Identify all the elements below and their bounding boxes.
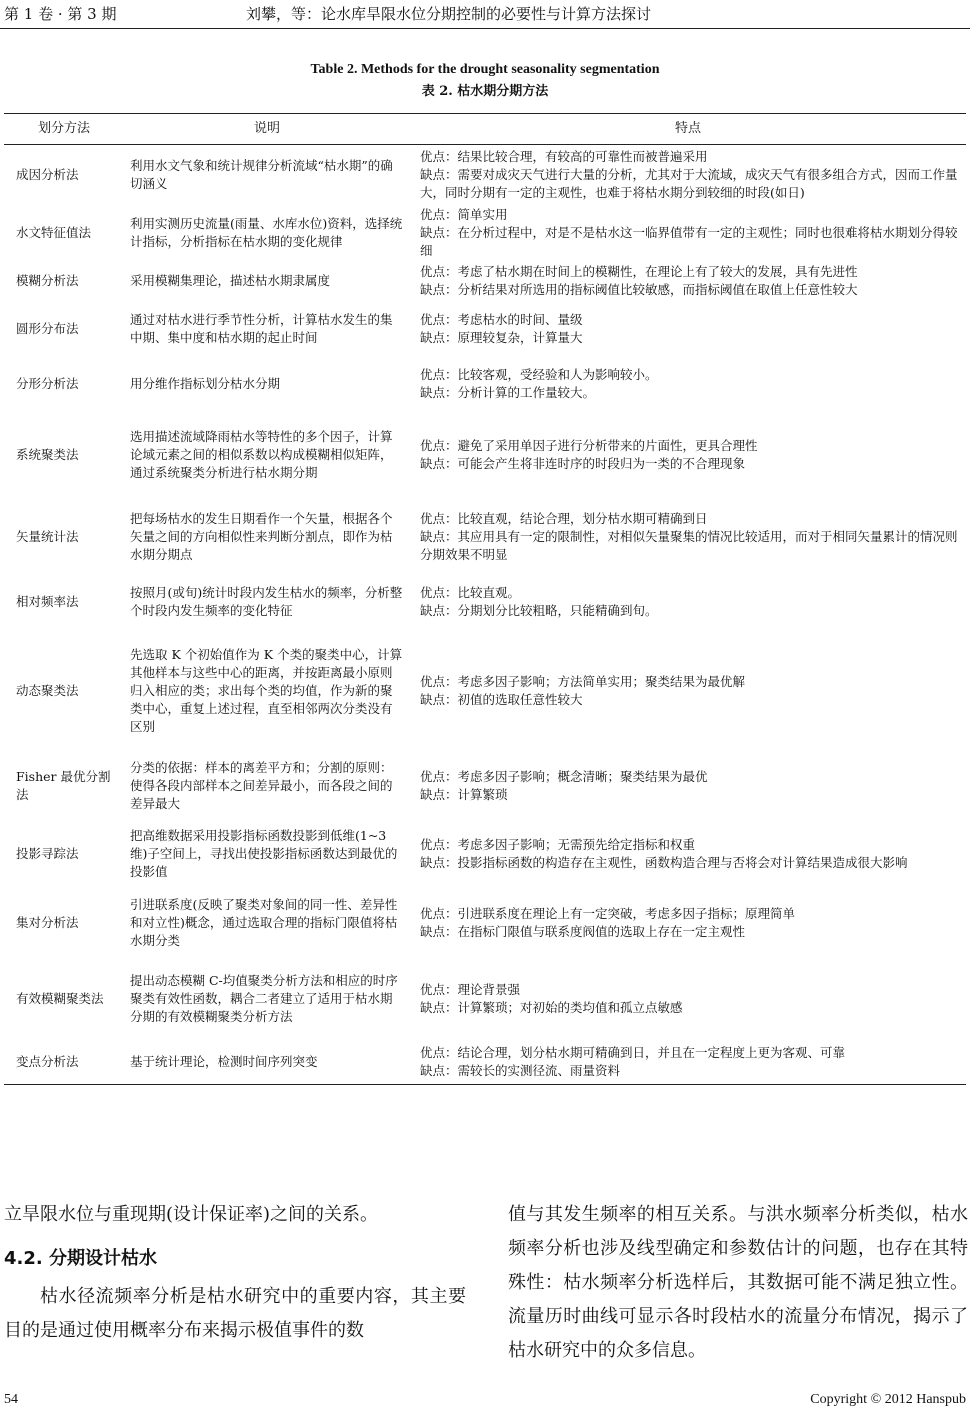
left-column (4, 1198, 466, 1348)
disadvantages-text: 缺点：计算繁琐 (420, 786, 508, 802)
advantages-text: 优点：考虑多因子影响；方法简单实用；聚类结果为最优解 (420, 673, 746, 689)
method-name-cell: 系统聚类法 (16, 446, 79, 462)
method-name-cell: 矢量统计法 (16, 528, 79, 544)
column-header-description: 说明 (124, 114, 410, 145)
advantages-text: 优点：理论背景强 (420, 981, 521, 997)
method-description-cell: 把高维数据采用投影指标函数投影到低维(1~3 维)子空间上，寻找出使投影指标函数达到最优的投影值 (130, 827, 398, 879)
advantages-text: 优点：结果比较合理，有较高的可靠性而被普遍采用 (420, 148, 708, 164)
method-name-cell: 模糊分析法 (16, 272, 79, 288)
advantages-text: 优点：比较直观，结论合理，划分枯水期可精确到日 (420, 510, 708, 526)
table-row (4, 301, 966, 357)
method-features-cell (410, 301, 966, 357)
method-name-cell: 分形分析法 (16, 375, 79, 391)
disadvantages-text: 缺点：可能会产生将非连时序的时段归为一类的不合理现象 (420, 455, 746, 471)
advantages-text: 优点：比较客观，受经验和人为影响较小。 (420, 366, 658, 382)
disadvantages-text: 缺点：在分析过程中，对是不是枯水这一临界值带有一定的主观性；同时也很难将枯水期划分得较细 (420, 224, 958, 258)
method-description-cell: 采用模糊集理论，描述枯水期隶属度 (130, 272, 331, 288)
method-name-cell: 集对分析法 (16, 914, 79, 930)
table-caption-chinese: 表 2. 枯水期分期方法 (421, 84, 549, 99)
table-row (4, 499, 966, 575)
disadvantages-text: 缺点：初值的选取任意性较大 (420, 691, 583, 707)
disadvantages-text: 缺点：分析计算的工作量较大。 (420, 384, 596, 400)
method-features-cell (410, 957, 966, 1041)
table-row (4, 357, 966, 411)
method-description-cell: 利用实测历史流量(雨量、水库水位)资料，选择统计指标，分析指标在枯水期的变化规律 (130, 215, 403, 249)
journal-volume-issue: 第 1 卷 · 第 3 期 (4, 5, 117, 23)
table-row (4, 819, 966, 889)
method-features-cell (410, 753, 966, 819)
table-row (4, 145, 966, 205)
column-header-method: 划分方法 (4, 114, 124, 145)
column-header-features: 特点 (410, 114, 966, 145)
advantages-text: 优点：结论合理，划分枯水期可精确到日，并且在一定程度上更为客观、可靠 (420, 1045, 846, 1061)
right-column (508, 1198, 968, 1368)
table-row (4, 411, 966, 499)
table-row (4, 753, 966, 819)
table-row (4, 575, 966, 629)
method-features-cell (410, 145, 966, 205)
paragraph-continuation: 立旱限水位与重现期(设计保证率)之间的关系。 (4, 1204, 379, 1225)
methods-table (4, 113, 966, 1085)
method-features-cell (410, 889, 966, 957)
method-name-cell: 水文特征值法 (16, 224, 92, 240)
method-description-cell: 分类的依据：样本的离差平方和；分割的原则：使得各段内部样本之间差异最小，而各段之间的差异最大 (130, 759, 393, 811)
disadvantages-text: 缺点：需要对成灾天气进行大量的分析，尤其对于大流域，成灾天气有很多组合方式，因而工作量大，同时分期有一定的主观性，也难于将枯水期分到较细的时段(如日) (420, 166, 958, 200)
method-features-cell (410, 205, 966, 261)
running-title: 刘攀，等：论水库旱限水位分期控制的必要性与计算方法探讨 (246, 5, 652, 23)
method-name-cell: 圆形分布法 (16, 320, 79, 336)
disadvantages-text: 缺点：原理较复杂，计算量大 (420, 329, 583, 345)
method-name-cell: 变点分析法 (4, 1041, 124, 1085)
running-header (0, 0, 970, 29)
method-description-cell: 引进联系度(反映了聚类对象间的同一性、差异性和对立性)概念，通过选取合理的指标门限值将枯水期分类 (130, 896, 398, 948)
method-features-cell (410, 819, 966, 889)
advantages-text: 优点：考虑枯水的时间、量级 (420, 311, 583, 327)
table-row (4, 1041, 966, 1085)
method-description-cell: 选用描述流域降雨枯水等特性的多个因子，计算论域元素之间的相似系数以构成模糊相似矩阵，通过系统聚类分析进行枯水期分期 (130, 428, 393, 480)
method-description-cell: 把每场枯水的发生日期看作一个矢量，根据各个矢量之间的方向相似性来判断分割点，即作为枯水期分期点 (130, 510, 393, 562)
method-features-cell (410, 629, 966, 753)
section-heading: 4.2. 分期设计枯水 (4, 1248, 157, 1269)
table-row (4, 261, 966, 301)
method-features-cell (410, 261, 966, 301)
method-features-cell (410, 1041, 966, 1085)
method-description-cell: 利用水文气象和统计规律分析流域“枯水期”的确切涵义 (130, 157, 393, 191)
disadvantages-text: 缺点：其应用具有一定的限制性，对相似矢量聚集的情况比较适用，而对于相同矢量累计的情况则分期效果不明显 (420, 528, 958, 562)
copyright-notice: Copyright © 2012 Hanspub (810, 1392, 966, 1407)
disadvantages-text: 缺点：计算繁琐；对初始的类均值和孤立点敏感 (420, 999, 683, 1015)
advantages-text: 优点：考虑了枯水期在时间上的模糊性，在理论上有了较大的发展，具有先进性 (420, 263, 858, 279)
method-features-cell (410, 575, 966, 629)
table-row (4, 889, 966, 957)
advantages-text: 优点：避免了采用单因子进行分析带来的片面性，更具合理性 (420, 437, 758, 453)
method-description-cell: 先选取 K 个初始值作为 K 个类的聚类中心，计算其他样本与这些中心的距离，并按距离最小原则归入相应的类；求出每个类的均值，作为新的聚类中心，重复上述过程，直至相邻两次分类没有区别 (130, 646, 403, 734)
table-row (4, 629, 966, 753)
method-features-cell (410, 411, 966, 499)
advantages-text: 优点：简单实用 (420, 206, 508, 222)
advantages-text: 优点：引进联系度在理论上有一定突破，考虑多因子指标；原理简单 (420, 905, 796, 921)
method-description-cell: 按照月(或旬)统计时段内发生枯水的频率，分析整个时段内发生频率的变化特征 (130, 584, 403, 618)
method-name-cell: 相对频率法 (16, 593, 79, 609)
method-name-cell: Fisher 最优分割法 (16, 768, 111, 802)
method-description-cell: 用分维作指标划分枯水分期 (130, 375, 281, 391)
disadvantages-text: 缺点：在指标门限值与联系度阀值的选取上存在一定主观性 (420, 923, 746, 939)
table-row (4, 205, 966, 261)
method-description-cell: 提出动态模糊 C-均值聚类分析方法和相应的时序聚类有效性函数，耦合二者建立了适用于枯水期分期的有效模糊聚类分析方法 (130, 972, 398, 1024)
disadvantages-text: 缺点：投影指标函数的构造存在主观性，函数构造合理与否将会对计算结果造成很大影响 (420, 854, 908, 870)
method-description-cell: 基于统计理论，检测时间序列突变 (124, 1041, 410, 1085)
table-header-row (4, 114, 966, 145)
table-caption-english: Table 2. Methods for the drought seasonality segmentation (310, 62, 660, 77)
disadvantages-text: 缺点：需较长的实测径流、雨量资料 (420, 1063, 621, 1079)
advantages-text: 优点：考虑多因子影响；无需预先给定指标和权重 (420, 836, 696, 852)
method-name-cell: 动态聚类法 (16, 682, 79, 698)
table-body (4, 145, 966, 1085)
method-name-cell: 投影寻踪法 (16, 845, 79, 861)
method-name-cell: 有效模糊聚类法 (16, 990, 104, 1006)
method-features-cell (410, 499, 966, 575)
disadvantages-text: 缺点：分期划分比较粗略，只能精确到旬。 (420, 602, 658, 618)
advantages-text: 优点：比较直观。 (420, 584, 521, 600)
method-name-cell: 成因分析法 (16, 166, 79, 182)
page-number: 54 (4, 1392, 18, 1407)
disadvantages-text: 缺点：分析结果对所选用的指标阈值比较敏感，而指标阈值在取值上任意性较大 (420, 281, 858, 297)
advantages-text: 优点：考虑多因子影响；概念清晰；聚类结果为最优 (420, 768, 708, 784)
method-features-cell (410, 357, 966, 411)
paragraph-continuation: 值与其发生频率的相互关系。与洪水频率分析类似，枯水频率分析也涉及线型确定和参数估计的问题，也存在其特殊性：枯水频率分析选样后，其数据可能不满足独立性。流量历时曲线可显示各时段枯水的流量分布情况，揭示了枯水研究中的众多信息。 (508, 1204, 968, 1361)
table-row (4, 957, 966, 1041)
paragraph: 枯水径流频率分析是枯水研究中的重要内容，其主要目的是通过使用概率分布来揭示极值事件的数 (4, 1286, 466, 1341)
method-description-cell: 通过对枯水进行季节性分析，计算枯水发生的集中期、集中度和枯水期的起止时间 (130, 311, 393, 345)
